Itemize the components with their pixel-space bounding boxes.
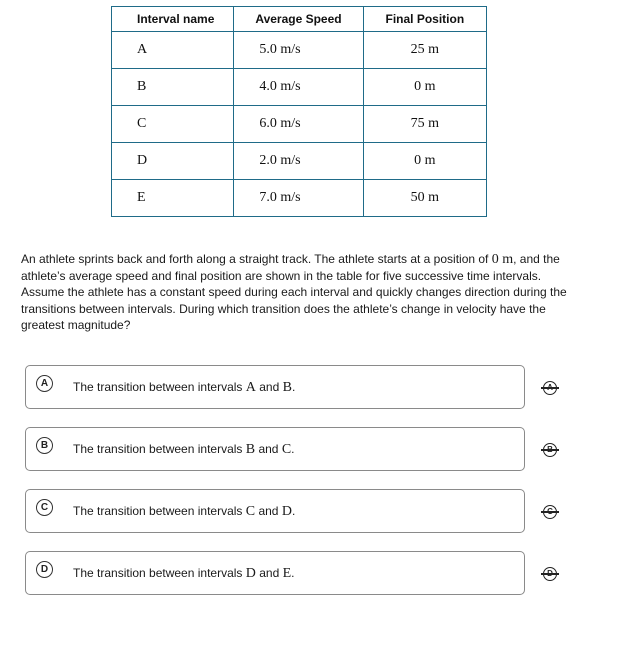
option-text [73,442,295,458]
option-letter-badge: D [36,561,53,578]
eliminate-option-a-button[interactable] [541,379,559,397]
cell-final-position: 25 m [363,32,486,69]
strike-line [541,387,559,389]
strike-line [541,449,559,451]
option-second-interval: C [281,442,292,457]
option-second-interval: B [282,380,292,395]
question-start-value: 0 m [491,252,514,267]
cell-final-position: 0 m [363,143,486,180]
answer-option-b[interactable] [25,427,525,471]
option-letter-badge: B [36,437,53,454]
option-letter-badge: C [36,499,53,516]
eliminate-option-b-button[interactable] [541,441,559,459]
header-average-speed: Average Speed [234,7,363,32]
option-first-interval: C [245,504,256,519]
cell-interval-name: E [112,180,234,217]
option-prefix: The transition between intervals [73,442,246,456]
option-first-interval: A [245,380,256,395]
option-second-interval: D [281,504,292,519]
table-row [112,180,487,217]
option-text [73,380,295,396]
option-suffix: . [291,380,296,394]
cell-average-speed: 5.0 m/s [234,32,363,69]
eliminate-option-d-button[interactable] [541,565,559,583]
answer-option-d[interactable] [25,551,525,595]
table-row [112,143,487,180]
option-suffix: . [291,566,295,580]
strike-line [541,511,559,513]
cell-average-speed: 6.0 m/s [234,106,363,143]
option-suffix: . [291,442,295,456]
option-joiner: and [255,504,282,518]
cell-average-speed: 7.0 m/s [234,180,363,217]
option-prefix: The transition between intervals [73,380,246,394]
cell-final-position: 75 m [363,106,486,143]
option-text [73,504,295,520]
header-final-position: Final Position [363,7,486,32]
answer-option-c[interactable] [25,489,525,533]
cell-interval-name: C [112,106,234,143]
option-first-interval: D [245,566,256,581]
cell-interval-name: B [112,69,234,106]
option-text [73,566,295,582]
data-table [111,6,487,217]
option-prefix: The transition between intervals [73,566,246,580]
strike-line [541,573,559,575]
option-suffix: . [291,504,296,518]
option-first-interval: B [245,442,256,457]
question-stem [21,251,581,333]
option-joiner: and [255,442,282,456]
option-joiner: and [255,380,283,394]
question-text-part2: , and the athlete’s average speed and final position are shown in the table for five successive time intervals. Assume the athlete has a constant speed during each interval and quickly changes direction during the transitions between intervals. During which transition does the athlete’s change in velocity have the greatest magnitude? [21,252,567,332]
cell-interval-name: D [112,143,234,180]
option-joiner: and [255,566,283,580]
table-header-row [112,7,487,32]
eliminate-option-c-button[interactable] [541,503,559,521]
cell-interval-name: A [112,32,234,69]
question-text-part1: An athlete sprints back and forth along a straight track. The athlete starts at a position of [21,252,492,266]
header-interval-name: Interval name [112,7,234,32]
option-letter-badge: A [36,375,53,392]
option-second-interval: E [282,566,292,581]
cell-final-position: 50 m [363,180,486,217]
table-row [112,69,487,106]
cell-final-position: 0 m [363,69,486,106]
table-row [112,106,487,143]
table-row [112,32,487,69]
answer-option-a[interactable] [25,365,525,409]
option-prefix: The transition between intervals [73,504,246,518]
cell-average-speed: 2.0 m/s [234,143,363,180]
cell-average-speed: 4.0 m/s [234,69,363,106]
